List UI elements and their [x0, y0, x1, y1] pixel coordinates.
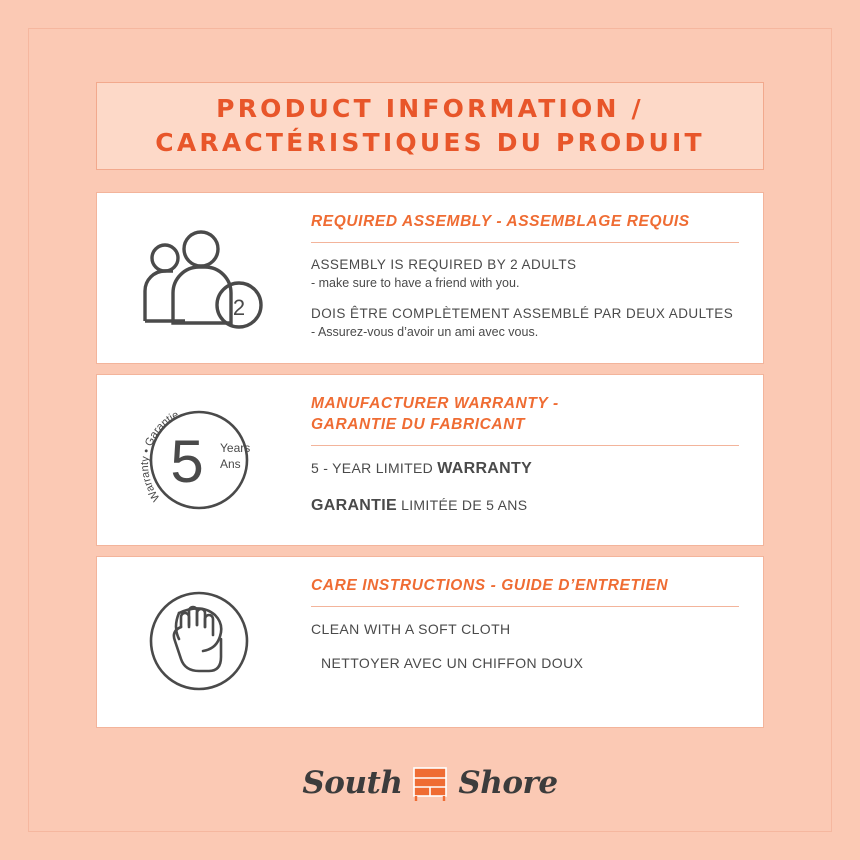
- assembly-fr-main: DOIS ÊTRE COMPLÈTEMENT ASSEMBLÉ PAR DEUX ADULTES: [311, 306, 734, 321]
- care-fr-line: NETTOYER AVEC UN CHIFFON DOUX: [321, 655, 584, 671]
- assembly-badge-count: 2: [232, 295, 246, 320]
- warranty-number: 5: [170, 428, 204, 495]
- warranty-fr-bold: GARANTIE: [311, 497, 397, 514]
- warranty-en-prefix: 5 - YEAR LIMITED: [311, 460, 438, 476]
- warranty-arc-text: Warranty • Garantie: [139, 408, 181, 504]
- page-title-line-1: PRODUCT INFORMATION /: [216, 94, 644, 123]
- card-care-instructions: [96, 556, 764, 728]
- hand-wiping-cloth-icon: [127, 577, 277, 707]
- logo-word-south: South: [302, 765, 403, 801]
- assembly-fr-sub: - Assurez-vous d’avoir un ami avec vous.: [311, 325, 539, 339]
- dresser-icon: [410, 764, 450, 802]
- assembly-heading: REQUIRED ASSEMBLY - ASSEMBLAGE REQUIS: [311, 213, 690, 230]
- two-people-icon: [127, 223, 277, 333]
- warranty-years-en: Years: [220, 441, 251, 455]
- warranty-years-fr: Ans: [220, 457, 241, 471]
- warranty-fr-suffix: LIMITÉE DE 5 ANS: [396, 497, 528, 513]
- assembly-text-column: [307, 193, 763, 363]
- warranty-fr-line: [311, 495, 739, 516]
- care-heading: CARE INSTRUCTIONS - GUIDE D’ENTRETIEN: [311, 577, 669, 594]
- warranty-divider: [311, 445, 739, 446]
- care-divider: [311, 606, 739, 607]
- logo-word-shore: Shore: [458, 765, 558, 801]
- warranty-heading-line-2: GARANTIE DU FABRICANT: [311, 416, 526, 433]
- warranty-text-column: [307, 375, 763, 545]
- assembly-en-main: ASSEMBLY IS REQUIRED BY 2 ADULTS: [311, 257, 577, 272]
- care-icon-container: [97, 557, 307, 727]
- page-title: [96, 82, 764, 170]
- warranty-seal-icon: [127, 390, 277, 530]
- card-manufacturer-warranty: [96, 374, 764, 546]
- care-en-line: CLEAN WITH A SOFT CLOTH: [311, 621, 511, 637]
- warranty-en-line: [311, 458, 739, 479]
- care-text-column: [307, 557, 763, 727]
- assembly-divider: [311, 242, 739, 243]
- assembly-icon-container: [97, 193, 307, 363]
- warranty-heading-line-1: MANUFACTURER WARRANTY -: [311, 395, 559, 412]
- card-required-assembly: [96, 192, 764, 364]
- warranty-icon-container: [97, 375, 307, 545]
- brand-logo: [0, 748, 860, 818]
- warranty-en-bold: WARRANTY: [437, 460, 533, 477]
- page-title-line-2: CARACTÉRISTIQUES DU PRODUIT: [155, 128, 705, 157]
- assembly-en-sub: - make sure to have a friend with you.: [311, 276, 520, 290]
